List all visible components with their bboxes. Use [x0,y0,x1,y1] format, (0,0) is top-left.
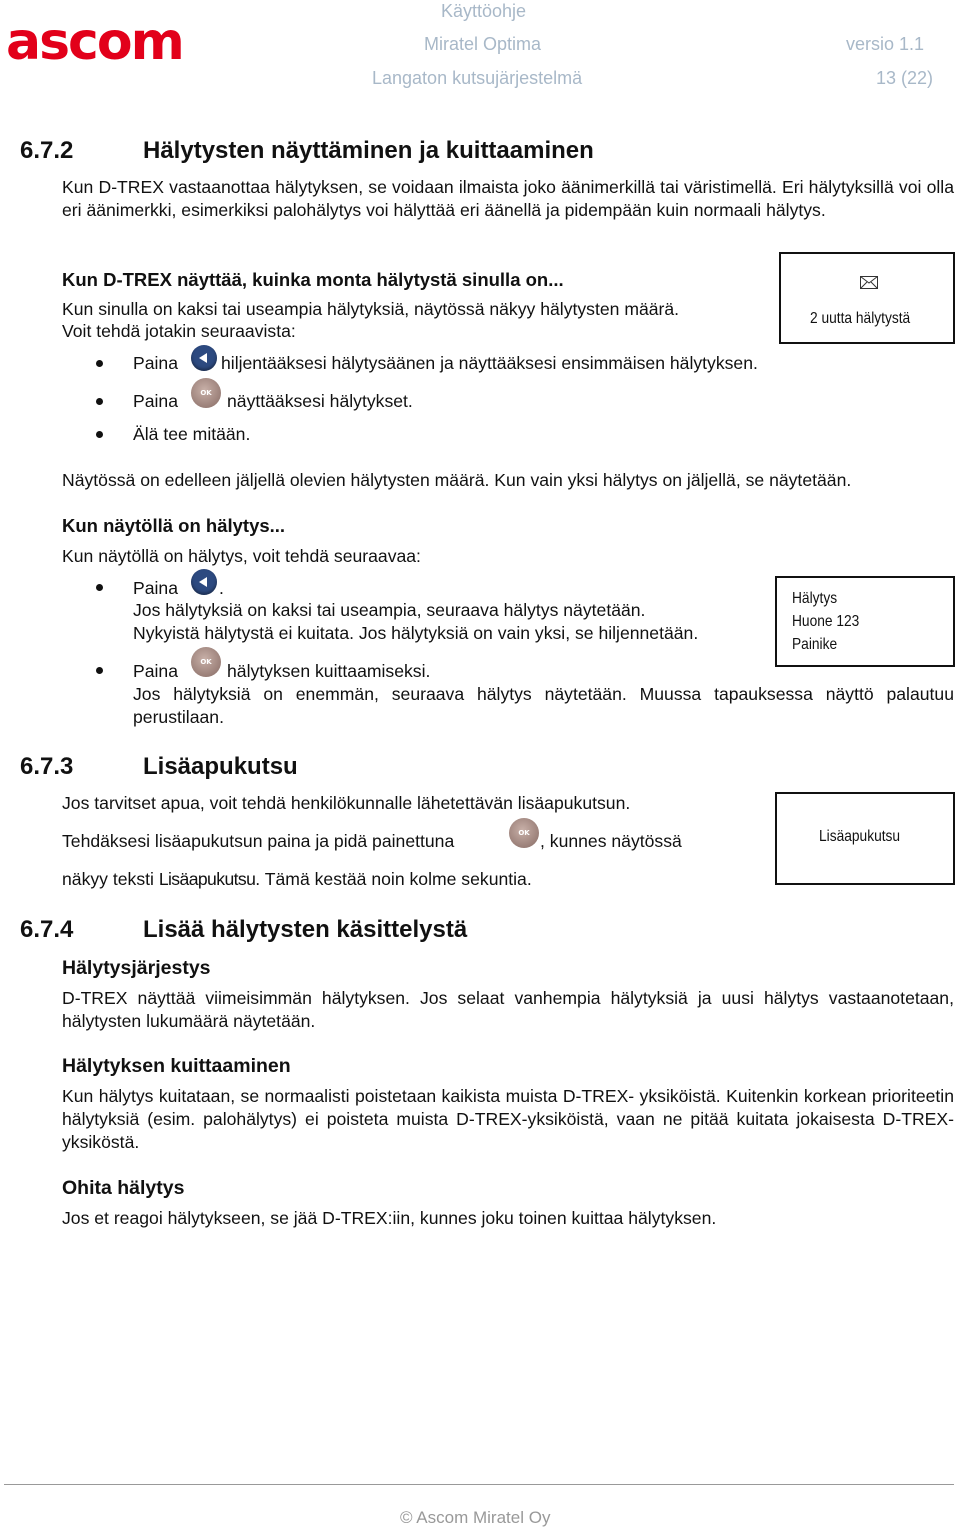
bullet [96,431,103,438]
bullet [96,667,103,674]
assist-line3a: näkyy teksti [62,869,154,889]
ok-button-icon: OK [191,378,221,408]
assist-line2a: Tehdäksesi lisäapukutsun paina ja pidä painettuna [62,831,455,851]
bullet2-text: näyttääksesi hälytykset. [227,391,413,411]
section-6-7-2-number: 6.7.2 [20,137,74,164]
display-alarm-count [779,252,955,344]
bullet [96,584,103,591]
bullet2-press: Paina [133,391,178,411]
ok-button-icon: OK [509,818,539,848]
header-system: Langaton kutsujärjestelmä [372,68,583,88]
header-product: Miratel Optima [424,34,542,54]
ascom-logo: ascom [6,12,183,72]
bullet1-press: Paina [133,353,178,373]
bullet [96,360,103,367]
alarm-ack-text: Kun hälytys kuitataan, se normaalisti poistetaan kaikista muista D-TREX- yksiköistä. Kuitenkin korkean prioriteetin hälytyksiä (esim. palohälytys) ei poisteta muista D-TREX-yksiköistä, vaan ne pitää kuitata jokaisesta D-TREX-yksiköstä. [62,1086,954,1152]
c2-press: Paina [133,661,178,681]
envelope-icon [860,276,878,289]
alarm-order-text: D-TREX näyttää viimeisimmän hälytyksen. Jos selaat vanhempia hälytyksiä ja uusi hälytys vastaanotetaan, hälytysten lukumäärä näytetään. [62,988,954,1031]
bullet [96,398,103,405]
assist-line3 [62,868,532,891]
section-6-7-2-intro: Kun D-TREX vastaanottaa hälytyksen, se voidaan ilmaista joko äänimerkillä tai väristimellä. Eri hälytyksillä voi olla eri äänimerkki, esimerkiksi palohälytys voi hälyttää eri äänellä ja pidempään kuin normaali hälytys. [62,177,954,220]
subheading-skip-alarm: Ohita hälytys [62,1177,185,1199]
skip-alarm-text: Jos et reagoi hälytykseen, se jää D-TREX:iin, kunnes joku toinen kuittaa hälytyksen. [62,1208,717,1228]
ok-button-icon: OK [191,647,221,677]
header-doc-type: Käyttöohje [441,1,527,21]
subheading-alarm-order: Hälytysjärjestys [62,957,211,979]
footer-copyright: © Ascom Miratel Oy [400,1508,551,1527]
section-6-7-3-number: 6.7.3 [20,753,74,780]
alarm-count-line2: Voit tehdä jotakin seuraavista: [62,321,296,341]
assist-line3c: . Tämä kestää noin kolme sekuntia. [255,869,532,889]
c1-line2: Jos hälytyksiä on kaksi tai useampia, seuraava hälytys näytetään. [133,600,646,620]
assist-line3-display-text: Lisäapukutsu [158,869,256,889]
section-6-7-4-title: Lisää hälytysten käsittelystä [143,916,468,943]
header-version: versio 1.1 [846,34,925,54]
display-alarm-source: Painike [792,636,838,653]
display-alarm-room: Huone 123 [792,613,860,630]
left-soft-key-icon [191,569,217,595]
c2-text: hälytyksen kuittaamiseksi. [227,661,431,681]
bullet1-text: hiljentääksesi hälytysäänen ja näyttääksesi ensimmäisen hälytyksen. [221,353,758,373]
header-page-number: 13 (22) [876,68,934,88]
c1-dot: . [219,578,224,598]
display-extra-assist-text: Lisäapukutsu [819,828,901,845]
left-soft-key-icon [191,345,217,371]
subheading-alarm-on-display: Kun näytöllä on hälytys... [62,515,286,536]
section-6-7-3-title: Lisäapukutsu [143,753,298,780]
c2-more: Jos hälytyksiä on enemmän, seuraava hälytys näytetään. Muussa tapauksessa näyttö palautuu perustilaan. [133,684,954,727]
alarm-on-display-line: Kun näytöllä on hälytys, voit tehdä seuraavaa: [62,546,421,566]
subheading-alarm-ack: Hälytyksen kuittaaminen [62,1055,291,1077]
assist-line2b: , kunnes näytössä [540,831,682,851]
c1-press: Paina [133,578,178,598]
display-extra-assist [775,792,955,885]
bullet3-text: Älä tee mitään. [133,424,251,444]
section-6-7-2-title: Hälytysten näyttäminen ja kuittaaminen [143,137,594,164]
c1-line3: Nykyistä hälytystä ei kuitata. Jos hälytyksiä on vain yksi, se hiljennetään. [133,623,699,643]
subheading-alarm-count: Kun D-TREX näyttää, kuinka monta hälytystä sinulla on... [62,269,564,290]
display-alarm-details [775,576,955,667]
remaining-alarms-text: Näytössä on edelleen jäljellä olevien hälytysten määrä. Kun vain yksi hälytys on jäljellä, se näytetään. [62,470,852,490]
assist-line1: Jos tarvitset apua, voit tehdä henkilökunnalle lähetettävän lisäapukutsun. [62,793,631,813]
display-alarm-count-text: 2 uutta hälytystä [810,310,911,327]
section-6-7-4-number: 6.7.4 [20,916,74,943]
alarm-count-line1: Kun sinulla on kaksi tai useampia hälytyksiä, näytössä näkyy hälytysten määrä. [62,299,680,319]
display-alarm-title: Hälytys [792,590,838,607]
footer-divider [4,1484,954,1485]
